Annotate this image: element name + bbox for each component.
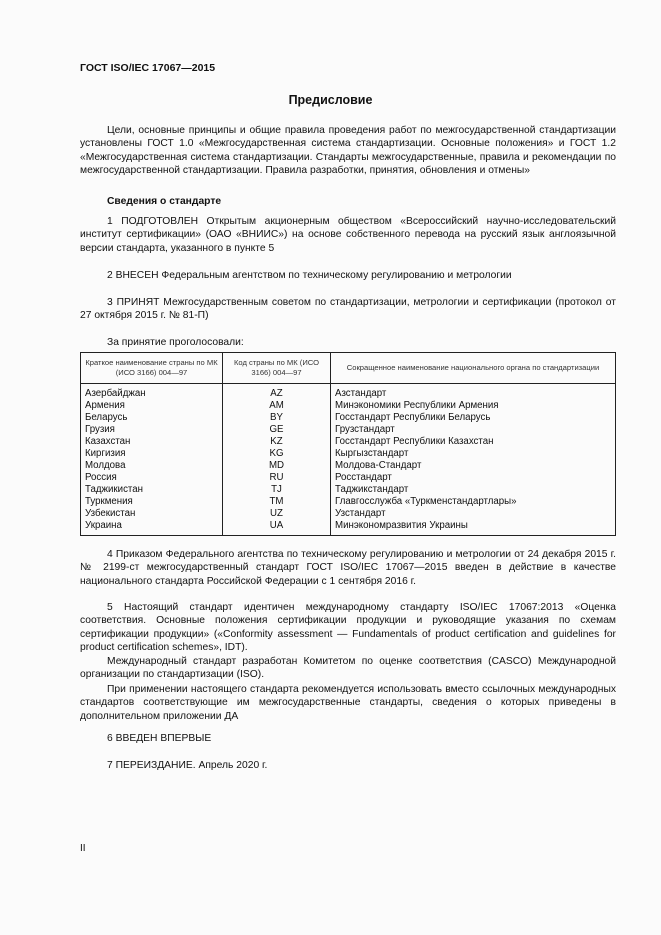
body-cell: Главгосслужба «Туркменстандартлары» — [331, 496, 616, 508]
body-cell: Минэкономразвития Украины — [331, 520, 616, 536]
document-code-header: ГОСТ ISO/IEC 17067—2015 — [80, 62, 216, 74]
country-cell: Украина — [81, 520, 223, 536]
code-cell: TJ — [223, 484, 331, 496]
code-cell: UA — [223, 520, 331, 536]
table-row — [81, 460, 616, 472]
table-row — [81, 412, 616, 424]
table-row — [81, 436, 616, 448]
body-cell: Молдова-Стандарт — [331, 460, 616, 472]
body-cell: Узстандарт — [331, 508, 616, 520]
table-row — [81, 400, 616, 412]
body-cell: Госстандарт Республики Беларусь — [331, 412, 616, 424]
item-5-developer: Международный стандарт разработан Комитетом по оценке соответствия (CASCO) Международной организации по стандартизации (ISO). — [80, 656, 616, 681]
code-cell: KZ — [223, 436, 331, 448]
table-row — [81, 508, 616, 520]
body-cell: Грузстандарт — [331, 424, 616, 436]
item-4-order: 4 Приказом Федерального агентства по техническому регулированию и метрологии от 24 декабря 2015 г. № 2199-ст межгосударственный стандарт ГОСТ ISO/IEC 17067—2015 введен в действие в качестве национального стандарта Российской Федерации с 1 сентября 2016 г. — [80, 549, 616, 587]
country-cell: Азербайджан — [81, 384, 223, 401]
country-cell: Армения — [81, 400, 223, 412]
page-number: II — [80, 843, 86, 854]
table-row — [81, 384, 616, 401]
table-row — [81, 520, 616, 536]
code-cell: AM — [223, 400, 331, 412]
body-cell: Кыргызстандарт — [331, 448, 616, 460]
country-cell: Узбекистан — [81, 508, 223, 520]
code-cell: KG — [223, 448, 331, 460]
item-2-introduced: 2 ВНЕСЕН Федеральным агентством по техническому регулированию и метрологии — [107, 270, 512, 281]
table-row — [81, 424, 616, 436]
item-6-introduced-first: 6 ВВЕДЕН ВПЕРВЫЕ — [107, 733, 212, 744]
table-row — [81, 472, 616, 484]
country-cell: Казахстан — [81, 436, 223, 448]
country-cell: Туркмения — [81, 496, 223, 508]
column-header-country: Краткое наименование страны по МК (ИСО 3166) 004—97 — [81, 353, 223, 384]
body-cell: Минэкономики Республики Армения — [331, 400, 616, 412]
item-1-prepared: 1 ПОДГОТОВЛЕН Открытым акционерным обществом «Всероссийский научно-исследовательский институт сертификации» (ОАО «ВНИИС») на основе собственного перевода на русский язык англоязычной версии стандарта, указанного в пункте 5 — [80, 216, 616, 254]
code-cell: RU — [223, 472, 331, 484]
table-header-row — [81, 353, 616, 384]
body-cell: Росстандарт — [331, 472, 616, 484]
page-title: Предисловие — [288, 93, 373, 107]
code-cell: TM — [223, 496, 331, 508]
body-cell: Таджикстандарт — [331, 484, 616, 496]
table-row — [81, 496, 616, 508]
country-cell: Россия — [81, 472, 223, 484]
country-cell: Грузия — [81, 424, 223, 436]
item-5-application: При применении настоящего стандарта рекомендуется использовать вместо ссылочных международных стандартов соответствующие им межгосударственные стандарты, сведения о которых приведены в дополнительном приложении ДА — [80, 684, 616, 722]
item-5-identical: 5 Настоящий стандарт идентичен международному стандарту ISO/IEC 17067:2013 «Оценка соответствия. Основные положения сертификации продукции и руководящие указания по схемам сертификации продукции» («Conformity assessment — Fundamentals of product certification and guidelines for product certification schemes», IDT). — [80, 602, 616, 654]
voting-countries-table — [80, 352, 616, 536]
code-cell: MD — [223, 460, 331, 472]
column-header-code: Код страны по МК (ИСО 3166) 004—97 — [223, 353, 331, 384]
code-cell: GE — [223, 424, 331, 436]
table-row — [81, 448, 616, 460]
code-cell: AZ — [223, 384, 331, 401]
body-cell: Госстандарт Республики Казахстан — [331, 436, 616, 448]
code-cell: BY — [223, 412, 331, 424]
country-cell: Киргизия — [81, 448, 223, 460]
column-header-body: Сокращенное наименование национального органа по стандартизации — [331, 353, 616, 384]
intro-paragraph: Цели, основные принципы и общие правила проведения работ по межгосударственной стандартизации установлены ГОСТ 1.0 «Межгосударственная система стандартизации. Основные положения» и ГОСТ 1.2 «Межгосударственная система стандартизации. Стандарты межгосударственные, правила и рекомендации по межгосударственной стандартизации. Правила разработки, принятия, обновления и отмены» — [80, 125, 616, 177]
item-3-adopted: 3 ПРИНЯТ Межгосударственным советом по стандартизации, метрологии и сертификации (протокол от 27 октября 2015 г. № 81-П) — [80, 297, 616, 322]
code-cell: UZ — [223, 508, 331, 520]
table-row — [81, 484, 616, 496]
country-cell: Молдова — [81, 460, 223, 472]
voting-label: За принятие проголосовали: — [107, 337, 244, 348]
body-cell: Азстандарт — [331, 384, 616, 401]
country-cell: Таджикистан — [81, 484, 223, 496]
country-cell: Беларусь — [81, 412, 223, 424]
section-subheading: Сведения о стандарте — [107, 196, 222, 207]
item-7-reissue: 7 ПЕРЕИЗДАНИЕ. Апрель 2020 г. — [107, 760, 268, 771]
